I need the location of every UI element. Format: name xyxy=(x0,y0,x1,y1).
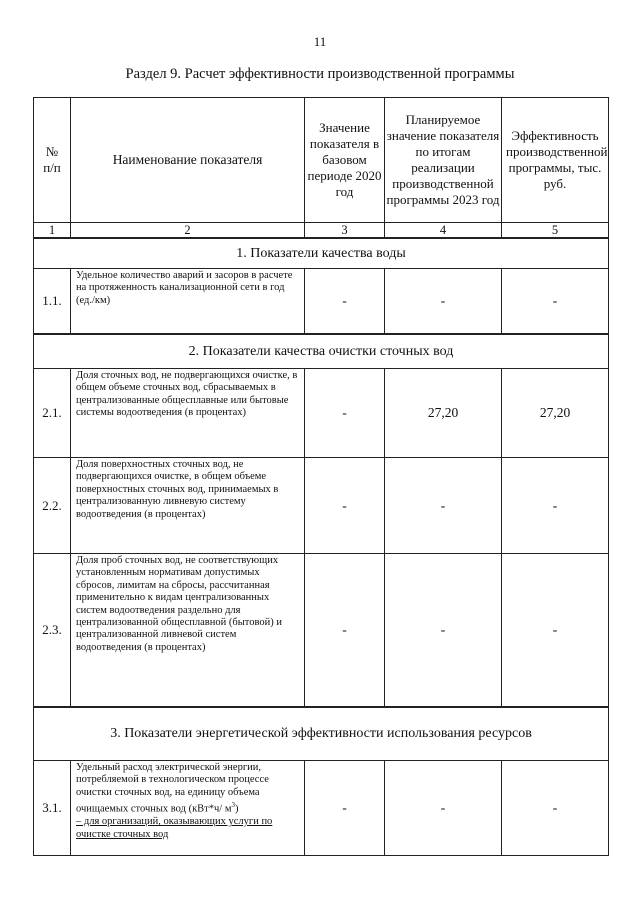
table-row xyxy=(34,269,609,335)
row-index: 2.3. xyxy=(34,554,71,708)
row-effectiveness: - xyxy=(502,554,609,708)
indicator-name-text: Удельный расход электрической энергии, потребляемой в технологическом процессе очистки сточных вод, на единицу объема очищаемых сточных вод (кВт*ч/ м xyxy=(76,762,269,815)
row-planned-value: 27,20 xyxy=(385,369,502,458)
row-indicator-name: Удельное количество аварий и засоров в расчете на протяженность канализационной сети в год (ед./км) xyxy=(71,269,305,335)
table-row xyxy=(34,458,609,554)
section-heading: 3. Показатели энергетической эффективности использования ресурсов xyxy=(34,707,609,761)
section-row xyxy=(34,238,609,269)
indicator-name-text: ) xyxy=(235,803,239,815)
table-row xyxy=(34,554,609,708)
row-planned-value: - xyxy=(385,458,502,554)
section-heading: 1. Показатели качества воды xyxy=(34,238,609,269)
section-row xyxy=(34,707,609,761)
header-planned-value: Планируемое значение показателя по итогам реализации производственной программы 2023 год xyxy=(385,98,502,223)
header-effectiveness: Эффективность производственной программы, тыс. руб. xyxy=(502,98,609,223)
column-number: 4 xyxy=(385,223,502,239)
table-row xyxy=(34,369,609,458)
row-effectiveness: - xyxy=(502,458,609,554)
table-header-row xyxy=(34,98,609,223)
column-number: 2 xyxy=(71,223,305,239)
row-indicator-name: Доля поверхностных сточных вод, не подвергающихся очистке, в общем объеме поверхностных сточных вод, принимаемых в централизованную ливневую систему водоотведения (в процентах) xyxy=(71,458,305,554)
column-number: 1 xyxy=(34,223,71,239)
row-index: 1.1. xyxy=(34,269,71,335)
row-effectiveness: - xyxy=(502,761,609,856)
row-base-value: - xyxy=(305,269,385,335)
row-index: 3.1. xyxy=(34,761,71,856)
column-number: 5 xyxy=(502,223,609,239)
row-index: 2.1. xyxy=(34,369,71,458)
row-base-value: - xyxy=(305,369,385,458)
section-heading: 2. Показатели качества очистки сточных вод xyxy=(34,334,609,369)
row-indicator-name xyxy=(71,761,305,856)
row-base-value: - xyxy=(305,554,385,708)
row-indicator-name: Доля сточных вод, не подвергающихся очистке, в общем объеме сточных вод, сбрасываемых в централизованные общесплавные или бытовые системы водоотведения (в процентах) xyxy=(71,369,305,458)
header-number: № п/п xyxy=(34,98,71,223)
header-indicator-name: Наименование показателя xyxy=(71,98,305,223)
page-number: 11 xyxy=(313,34,327,49)
superscript-exponent: 3 xyxy=(231,801,235,810)
column-numbers-row xyxy=(34,223,609,239)
indicator-name-note: – для организаций, оказывающих услуги по очистке сточных вод xyxy=(76,816,273,840)
row-indicator-name: Доля проб сточных вод, не соответствующих установленным нормативам допустимых сбросов, лимитам на сбросы, рассчитанная применительно к видам централизованных систем водоотведения раздельно для централизованной общесплавной (бытовой) и централизованной ливневой систем водоотведения (в процентах) xyxy=(71,554,305,708)
row-base-value: - xyxy=(305,761,385,856)
row-effectiveness: - xyxy=(502,269,609,335)
row-planned-value: - xyxy=(385,269,502,335)
row-effectiveness: 27,20 xyxy=(502,369,609,458)
row-base-value: - xyxy=(305,458,385,554)
row-planned-value: - xyxy=(385,761,502,856)
table-row xyxy=(34,761,609,856)
row-planned-value: - xyxy=(385,554,502,708)
section-row xyxy=(34,334,609,369)
row-index: 2.2. xyxy=(34,458,71,554)
column-number: 3 xyxy=(305,223,385,239)
section-title: Раздел 9. Расчет эффективности производственной программы xyxy=(125,66,515,82)
header-base-value: Значение показателя в базовом периоде 2020 год xyxy=(305,98,385,223)
efficiency-table xyxy=(33,97,609,856)
